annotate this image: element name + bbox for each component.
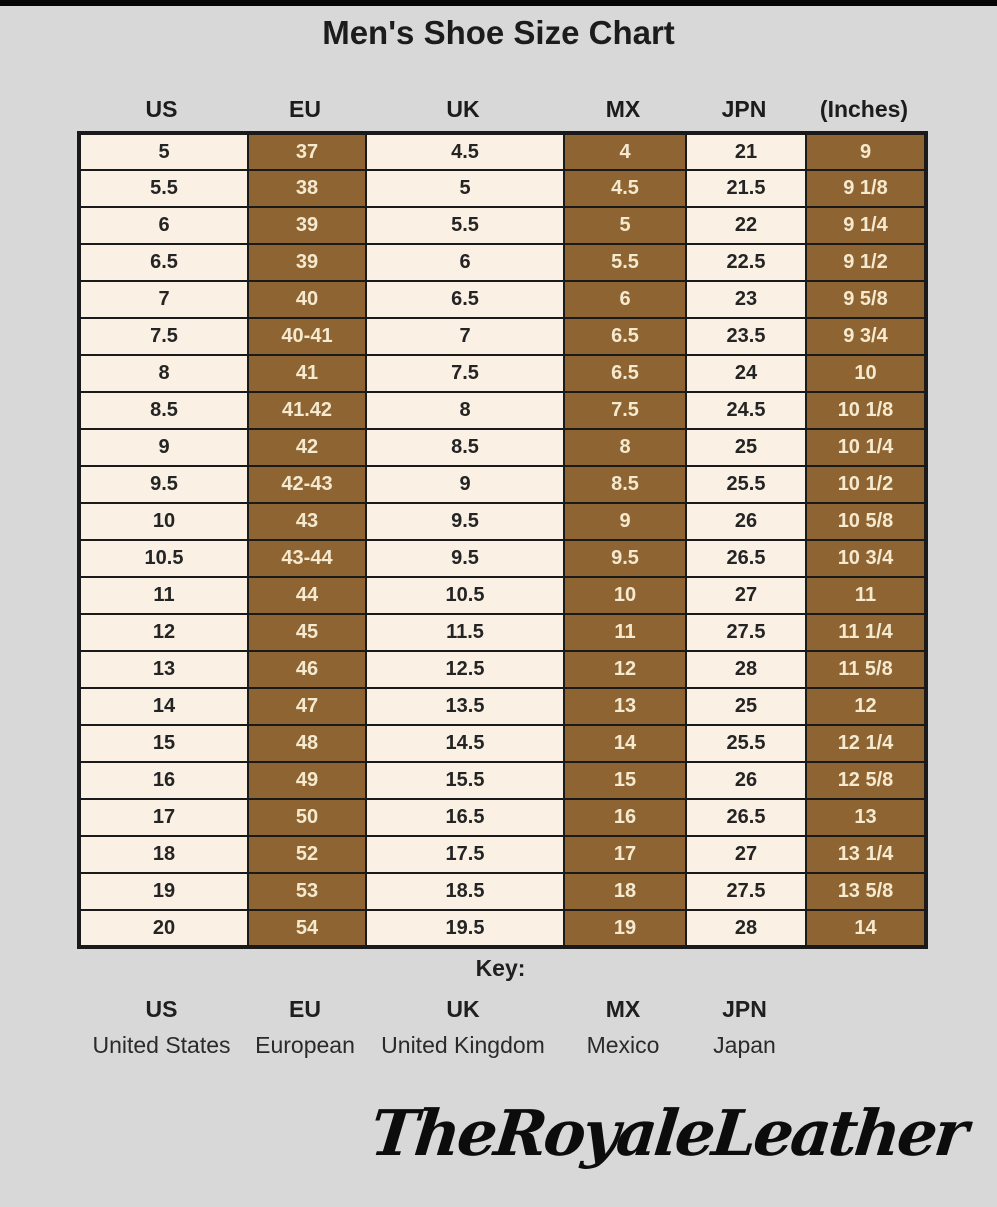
table-row [79, 133, 926, 170]
table-cell: 13 [564, 688, 686, 725]
table-cell: 6.5 [366, 281, 564, 318]
table-row [79, 651, 926, 688]
table-cell: 9.5 [366, 540, 564, 577]
table-cell: 25 [686, 688, 806, 725]
table-cell: 28 [686, 910, 806, 947]
table-cell: 9.5 [79, 466, 248, 503]
table-row [79, 170, 926, 207]
table-cell: 15.5 [366, 762, 564, 799]
table-cell: 10 [806, 355, 926, 392]
table-cell: 18 [564, 873, 686, 910]
table-cell: 25 [686, 429, 806, 466]
table-cell: 41.42 [248, 392, 366, 429]
table-row [79, 540, 926, 577]
table-cell: 17 [564, 836, 686, 873]
table-cell: 10 1/2 [806, 466, 926, 503]
table-cell: 42 [248, 429, 366, 466]
table-cell: 26 [686, 503, 806, 540]
size-conversion-table [77, 131, 928, 949]
table-cell: 17.5 [366, 836, 564, 873]
table-cell: 9 1/4 [806, 207, 926, 244]
table-cell: 10 [564, 577, 686, 614]
column-header-mx: MX [605, 96, 641, 122]
table-cell: 47 [248, 688, 366, 725]
table-cell: 10 1/8 [806, 392, 926, 429]
table-cell: 19 [564, 910, 686, 947]
table-cell: 38 [248, 170, 366, 207]
table-cell: 14 [564, 725, 686, 762]
table-row [79, 799, 926, 836]
table-cell: 28 [686, 651, 806, 688]
key-abbreviations-row [77, 996, 805, 1023]
table-cell: 10.5 [366, 577, 564, 614]
column-header-eu: EU [289, 96, 321, 122]
table-cell: 45 [248, 614, 366, 651]
table-cell: 39 [248, 207, 366, 244]
table-cell: 12 1/4 [806, 725, 926, 762]
table-cell: 27.5 [686, 873, 806, 910]
table-row [79, 281, 926, 318]
table-row [79, 429, 926, 466]
table-cell: 23 [686, 281, 806, 318]
table-cell: 49 [248, 762, 366, 799]
table-cell: 8.5 [564, 466, 686, 503]
table-cell: 4 [564, 133, 686, 170]
table-cell: 16.5 [366, 799, 564, 836]
table-cell: 27.5 [686, 614, 806, 651]
table-cell: 27 [686, 577, 806, 614]
table-cell: 14 [806, 910, 926, 947]
table-cell: 26 [686, 762, 806, 799]
table-cell: 6.5 [564, 318, 686, 355]
table-cell: 9.5 [366, 503, 564, 540]
table-cell: 53 [248, 873, 366, 910]
table-cell: 6 [564, 281, 686, 318]
table-cell: 22.5 [686, 244, 806, 281]
table-cell: 4.5 [366, 133, 564, 170]
table-cell: 9 [79, 429, 248, 466]
table-cell: 22 [686, 207, 806, 244]
table-cell: 6 [79, 207, 248, 244]
table-cell: 5.5 [79, 170, 248, 207]
table-cell: 24.5 [686, 392, 806, 429]
table-cell: 11 1/4 [806, 614, 926, 651]
table-cell: 26.5 [686, 540, 806, 577]
top-border-bar [0, 0, 997, 6]
column-header-jpn: JPN [721, 96, 767, 122]
table-cell: 21 [686, 133, 806, 170]
table-cell: 7.5 [366, 355, 564, 392]
table-cell: 41 [248, 355, 366, 392]
table-cell: 9 3/4 [806, 318, 926, 355]
table-cell: 9.5 [564, 540, 686, 577]
table-cell: 18 [79, 836, 248, 873]
table-cell: 11 [564, 614, 686, 651]
table-cell: 6.5 [564, 355, 686, 392]
table-cell: 25.5 [686, 466, 806, 503]
table-cell: 40 [248, 281, 366, 318]
table-row [79, 762, 926, 799]
table-cell: 52 [248, 836, 366, 873]
table-row [79, 725, 926, 762]
table-cell: 12 5/8 [806, 762, 926, 799]
table-cell: 10 5/8 [806, 503, 926, 540]
table-cell: 5 [564, 207, 686, 244]
table-cell: 12 [806, 688, 926, 725]
table-cell: 6 [366, 244, 564, 281]
column-header-us: US [145, 96, 178, 122]
key-name-mx: Mexico [586, 1032, 660, 1058]
table-row [79, 873, 926, 910]
table-cell: 7 [366, 318, 564, 355]
table-cell: 7 [79, 281, 248, 318]
table-cell: 9 1/2 [806, 244, 926, 281]
table-cell: 10 1/4 [806, 429, 926, 466]
table-cell: 11 [806, 577, 926, 614]
table-cell: 7.5 [79, 318, 248, 355]
table-cell: 13.5 [366, 688, 564, 725]
table-row [79, 577, 926, 614]
table-cell: 8 [564, 429, 686, 466]
table-cell: 15 [79, 725, 248, 762]
table-cell: 5 [79, 133, 248, 170]
table-row [79, 466, 926, 503]
table-cell: 26.5 [686, 799, 806, 836]
table-cell: 25.5 [686, 725, 806, 762]
table-cell: 21.5 [686, 170, 806, 207]
key-heading: Key: [475, 955, 526, 981]
table-cell: 10 [79, 503, 248, 540]
table-cell: 9 [806, 133, 926, 170]
table-cell: 13 5/8 [806, 873, 926, 910]
table-cell: 7.5 [564, 392, 686, 429]
table-cell: 54 [248, 910, 366, 947]
key-abbr-mx: MX [605, 996, 641, 1022]
table-cell: 12.5 [366, 651, 564, 688]
table-row [79, 614, 926, 651]
table-cell: 48 [248, 725, 366, 762]
table-cell: 9 [366, 466, 564, 503]
table-cell: 14.5 [366, 725, 564, 762]
table-cell: 5.5 [564, 244, 686, 281]
table-cell: 24 [686, 355, 806, 392]
table-cell: 12 [564, 651, 686, 688]
table-cell: 13 1/4 [806, 836, 926, 873]
table-cell: 9 [564, 503, 686, 540]
key-abbr-jpn: JPN [722, 996, 767, 1022]
key-name-us: United States [92, 1032, 231, 1058]
table-cell: 23.5 [686, 318, 806, 355]
table-cell: 46 [248, 651, 366, 688]
table-cell: 8.5 [79, 392, 248, 429]
table-cell: 5.5 [366, 207, 564, 244]
table-cell: 5 [366, 170, 564, 207]
key-abbr-eu: EU [289, 996, 321, 1022]
table-cell: 18.5 [366, 873, 564, 910]
table-cell: 42-43 [248, 466, 366, 503]
brand-signature: TheRoyaleLeather [367, 1096, 969, 1170]
table-row [79, 836, 926, 873]
table-row [79, 910, 926, 947]
table-cell: 14 [79, 688, 248, 725]
table-cell: 11 [79, 577, 248, 614]
table-cell: 39 [248, 244, 366, 281]
table-cell: 8 [79, 355, 248, 392]
table-row [79, 355, 926, 392]
table-row [79, 244, 926, 281]
table-cell: 13 [79, 651, 248, 688]
table-cell: 16 [79, 762, 248, 799]
table-cell: 50 [248, 799, 366, 836]
column-header-uk: UK [446, 96, 480, 122]
table-cell: 10 3/4 [806, 540, 926, 577]
table-cell: 19 [79, 873, 248, 910]
table-row [79, 318, 926, 355]
table-row [79, 503, 926, 540]
table-cell: 9 1/8 [806, 170, 926, 207]
key-name-eu: European [255, 1032, 355, 1058]
key-name-uk: United Kingdom [381, 1032, 545, 1058]
table-cell: 11.5 [366, 614, 564, 651]
column-header-inches: (Inches) [819, 96, 909, 122]
table-cell: 37 [248, 133, 366, 170]
table-cell: 12 [79, 614, 248, 651]
table-cell: 44 [248, 577, 366, 614]
key-name-jpn: Japan [713, 1032, 776, 1058]
table-cell: 6.5 [79, 244, 248, 281]
table-cell: 43 [248, 503, 366, 540]
table-row [79, 392, 926, 429]
page-title: Men's Shoe Size Chart [322, 14, 675, 51]
table-cell: 11 5/8 [806, 651, 926, 688]
table-cell: 17 [79, 799, 248, 836]
table-cell: 13 [806, 799, 926, 836]
table-cell: 4.5 [564, 170, 686, 207]
table-cell: 20 [79, 910, 248, 947]
table-cell: 8.5 [366, 429, 564, 466]
table-cell: 15 [564, 762, 686, 799]
table-row [79, 688, 926, 725]
table-cell: 40-41 [248, 318, 366, 355]
table-cell: 9 5/8 [806, 281, 926, 318]
key-full-names-row [77, 1032, 805, 1059]
table-cell: 10.5 [79, 540, 248, 577]
table-row [79, 207, 926, 244]
key-abbr-us: US [145, 996, 178, 1022]
column-header-row [77, 96, 924, 123]
table-cell: 8 [366, 392, 564, 429]
table-cell: 27 [686, 836, 806, 873]
table-cell: 43-44 [248, 540, 366, 577]
table-cell: 16 [564, 799, 686, 836]
table-cell: 19.5 [366, 910, 564, 947]
key-abbr-uk: UK [446, 996, 480, 1022]
